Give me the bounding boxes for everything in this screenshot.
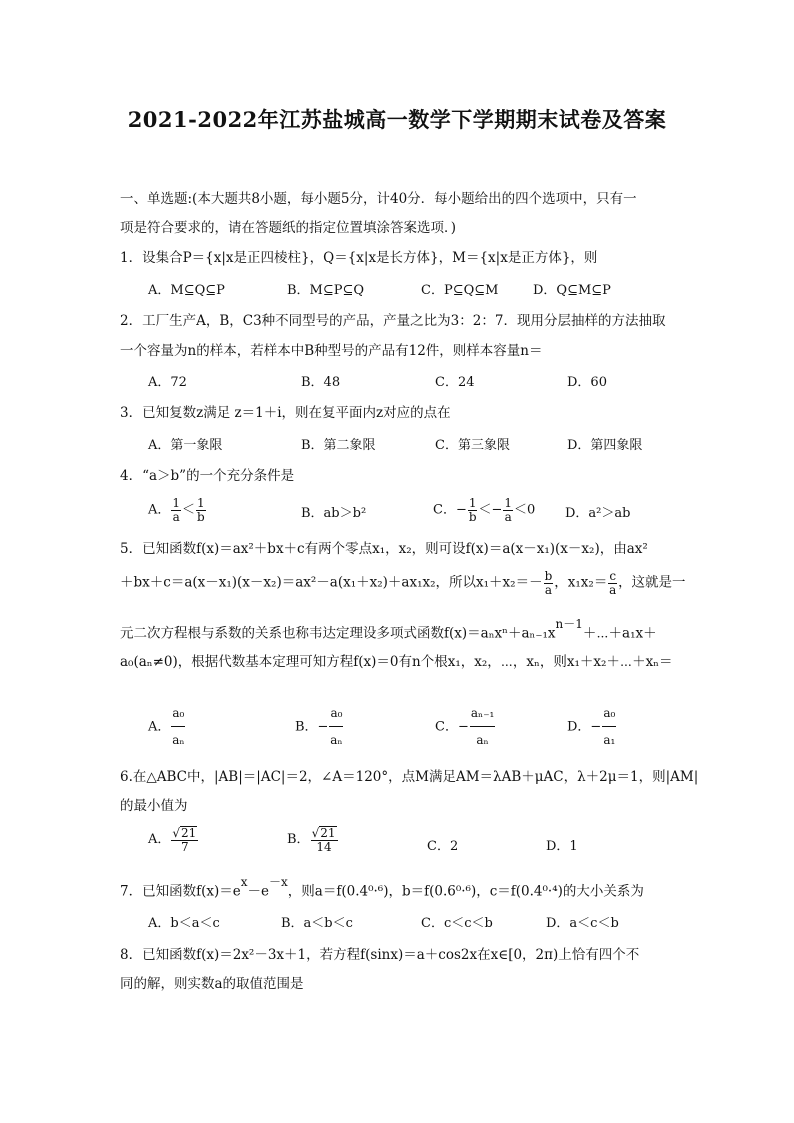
q6-option-c: C．2: [427, 839, 459, 854]
q6-b-frac: [311, 826, 338, 853]
q6-a-frac: [171, 826, 198, 853]
frac-numerator: √21: [172, 826, 197, 840]
section-instruction-line-1: 一、单选题:(本大题共8小题，每小题5分，计40分．每小题给出的四个选项中，只有一: [120, 191, 637, 207]
question-5-line-2: [120, 570, 686, 596]
frac-denominator: 7: [181, 839, 189, 854]
q6-option-d: D．1: [546, 839, 578, 854]
frac-numerator: a₀: [602, 700, 616, 727]
question-1-stem: 1．设集合P＝{x|x是正四棱柱}，Q＝{x|x是长方体}，M＝{x|x是正方体}，则: [120, 250, 598, 266]
frac-denominator: b: [468, 509, 477, 524]
q5-option-c: [435, 700, 496, 754]
q5-line-2-part-3: ，这就是一: [618, 574, 686, 591]
q3-option-b: B．第二象限: [301, 438, 376, 453]
question-7-stem: [120, 875, 644, 900]
frac-denominator: b: [197, 509, 205, 524]
q7-stem-part-2: －e: [247, 883, 270, 900]
option-label: B．−: [295, 719, 329, 735]
q5-frac-c-over-a: [608, 570, 617, 596]
q5-frac-b-over-a: [544, 570, 554, 596]
frac-denominator: aₙ: [330, 733, 343, 748]
q2-option-a: A．72: [148, 375, 187, 390]
option-label: A．: [148, 719, 171, 735]
q7-option-d: D．a＜c＜b: [546, 916, 619, 931]
question-2-stem-line-2: 一个容量为n的样本，若样本中B种型号的产品有12件，则样本容量n＝: [120, 343, 543, 359]
frac-numerator: 1: [172, 496, 181, 510]
q6-option-a: [148, 826, 199, 853]
frac-denominator: a: [544, 582, 552, 597]
question-8-line-2: 同的解，则实数a的取值范围是: [120, 976, 304, 992]
q5-line-2-part-1: ＋bx＋c＝a(x－x₁)(x－x₂)＝ax²－a(x₁＋x₂)＋ax₁x₂，所以x₁＋x₂＝－: [120, 574, 543, 591]
q4-c-label: C．−: [433, 502, 467, 518]
frac-numerator: 1: [504, 496, 513, 510]
q1-option-d: D．Q⊆M⊆P: [533, 283, 611, 298]
q6-option-b: [287, 826, 339, 853]
radicand: 21: [320, 826, 336, 840]
question-3-stem: 3．已知复数z满足 z＝1＋i，则在复平面内z对应的点在: [120, 405, 451, 421]
q2-option-c: C．24: [435, 375, 475, 390]
frac-denominator: aₙ: [476, 733, 489, 748]
q4-option-c: [433, 497, 535, 523]
q3-option-a: A．第一象限: [148, 438, 223, 453]
question-4-stem: 4．“a＞b”的一个充分条件是: [120, 468, 295, 484]
q5-c-frac: [470, 700, 496, 754]
q4-a-label: A．: [148, 502, 171, 518]
frac-denominator: aₙ: [172, 733, 185, 748]
q5-option-a: [148, 700, 186, 754]
q4-option-d: D．a²＞ab: [565, 506, 631, 521]
question-6-line-1: 6.在△ABC中，|AB|＝|AC|＝2，∠A＝120°，点M满足AM＝λAB＋μAC，λ＋2μ＝1，则|AM|: [120, 769, 699, 785]
q7-option-a: A．b＜a＜c: [148, 916, 220, 931]
question-5-line-4: a₀(aₙ≠0)，根据代数基本定理可知方程f(x)＝0有n个根x₁，x₂，⋯，xₙ，则x₁＋x₂＋⋯＋xₙ＝: [120, 654, 673, 670]
option-label: C．−: [435, 719, 469, 735]
q5-b-frac: [329, 700, 343, 754]
frac-numerator: aₙ₋₁: [470, 700, 496, 727]
frac-numerator: √21: [311, 826, 336, 840]
option-label: A．: [148, 832, 171, 848]
q5-option-d: [567, 700, 617, 754]
q5-option-b: [295, 700, 344, 754]
q4-option-a: [148, 497, 207, 523]
q3-option-c: C．第三象限: [435, 438, 510, 453]
frac-denominator: a: [504, 509, 512, 524]
frac-denominator: 14: [316, 839, 332, 854]
less-than-zero: ＜0: [514, 502, 536, 518]
section-instruction-line-2: 项是符合要求的，请在答题纸的指定位置填涂答案选项．): [120, 220, 457, 236]
exponent-minus-x: －x: [269, 875, 288, 889]
frac-numerator: a₀: [329, 700, 343, 727]
less-than-sign: ＜−: [478, 502, 503, 518]
q7-option-b: B．a＜b＜c: [281, 916, 353, 931]
q4-a-frac-1: [171, 497, 181, 523]
page-title: 2021-2022年江苏盐城高一数学下学期期末试卷及答案: [127, 107, 667, 132]
q5-a-frac: [171, 700, 185, 754]
q4-c-frac-2: [503, 497, 513, 523]
frac-numerator: 1: [197, 496, 205, 510]
q1-option-b: B．M⊆P⊆Q: [287, 283, 365, 298]
frac-denominator: a: [172, 509, 180, 524]
q3-option-d: D．第四象限: [567, 438, 643, 453]
less-than-sign: ＜: [182, 502, 196, 518]
frac-denominator: a₁: [603, 733, 616, 748]
exponent-n-minus-1: n－1: [555, 617, 583, 631]
option-label: B．: [287, 832, 310, 848]
q2-option-d: D．60: [567, 375, 607, 390]
q5-d-frac: [602, 700, 616, 754]
q2-option-b: B．48: [301, 375, 341, 390]
q4-c-frac-1: [468, 497, 478, 523]
exponent-x: x: [240, 875, 248, 889]
q5-line-2-part-2: ，x₁x₂＝: [554, 574, 608, 591]
question-5-line-1: 5．已知函数f(x)＝ax²＋bx＋c有两个零点x₁，x₂，则可设f(x)＝a(x－x₁)(x－x₂)，由ax²: [120, 541, 648, 557]
frac-numerator: c: [609, 569, 617, 583]
question-6-line-2: 的最小值为: [120, 798, 188, 814]
question-8-line-1: 8．已知函数f(x)＝2x²－3x＋1，若方程f(sinx)＝a＋cos2x在x∈[0，2π)上恰有四个不: [120, 947, 640, 963]
radicand: 21: [181, 826, 197, 840]
option-label: D．−: [567, 719, 602, 735]
q7-stem-part-1: 7．已知函数f(x)＝e: [120, 883, 241, 900]
q7-stem-part-3: ，则a＝f(0.4⁰·⁶)，b＝f(0.6⁰·⁶)，c＝f(0.4⁰·⁴)的大小关系为: [287, 883, 644, 900]
q7-option-c: C．c＜c＜b: [421, 916, 493, 931]
frac-numerator: a₀: [171, 700, 185, 727]
frac-numerator: 1: [468, 496, 477, 510]
frac-denominator: a: [609, 582, 617, 597]
q5-line-3-part-2: ＋⋯＋a₁x＋: [582, 625, 657, 642]
q1-option-a: A．M⊆Q⊆P: [148, 283, 225, 298]
q4-a-frac-2: [196, 497, 206, 523]
q1-option-c: C．P⊆Q⊆M: [421, 283, 499, 298]
question-2-stem-line-1: 2．工厂生产A，B，C3种不同型号的产品，产量之比为3：2：7．现用分层抽样的方法抽取: [120, 313, 666, 329]
q5-line-3-part-1: 元二次方程根与系数的关系也称韦达定理设多项式函数f(x)＝aₙxⁿ＋aₙ₋₁x: [120, 625, 556, 642]
frac-numerator: b: [544, 569, 553, 583]
question-5-line-3: [120, 617, 657, 642]
q4-option-b: B．ab＞b²: [301, 506, 367, 521]
